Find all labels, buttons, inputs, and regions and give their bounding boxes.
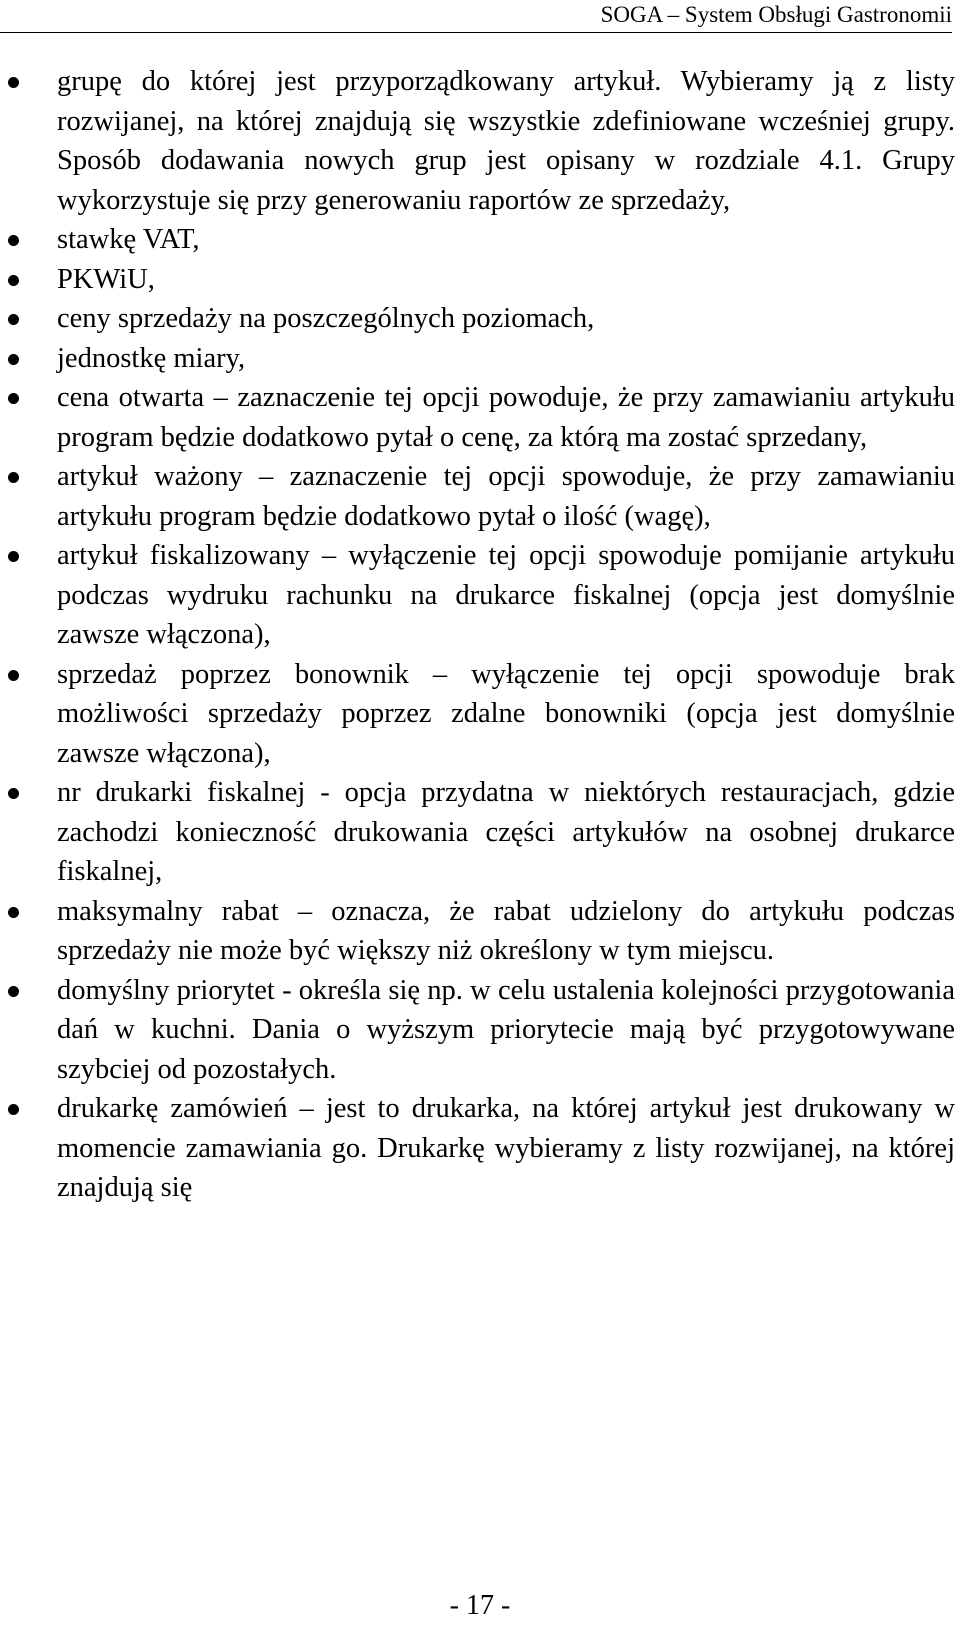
list-item-text: PKWiU, [57, 263, 155, 295]
page-header [0, 0, 952, 33]
bullet-icon [8, 77, 19, 88]
list-item-text: cena otwarta – zaznaczenie tej opcji powoduje, że przy zamawianiu artykułu program będzie dodatkowo pytał o cenę, za którą ma zostać sprzedany, [57, 382, 955, 453]
list-item-text: domyślny priorytet - określa się np. w celu ustalenia kolejności przygotowania dań w kuchni. Dania o wyższym priorytecie mają być przygotowywane szybciej od pozostałych. [57, 974, 955, 1085]
list-item [0, 1089, 955, 1208]
list-item-text: sprzedaż poprzez bonownik – wyłączenie tej opcji spowoduje brak możliwości sprzedaży poprzez zdalne bonowniki (opcja jest domyślnie zawsze włączona), [57, 658, 955, 769]
bullet-icon [8, 670, 19, 681]
list-item-text: drukarkę zamówień – jest to drukarka, na której artykuł jest drukowany w momencie zamawiania go. Drukarkę wybieramy z listy rozwijanej, na której znajdują się [57, 1093, 955, 1203]
list-item-text: maksymalny rabat – oznacza, że rabat udzielony do artykułu podczas sprzedaży nie może być większy niż określony w tym miejscu. [57, 895, 955, 966]
list-item-text: nr drukarki fiskalnej - opcja przydatna w niektórych restauracjach, gdzie zachodzi konieczność drukowania części artykułów na osobnej drukarce fiskalnej, [57, 777, 955, 887]
bullet-icon [8, 1104, 19, 1115]
bullet-icon [8, 393, 19, 404]
list-item [0, 536, 955, 655]
list-item [0, 260, 955, 300]
bullet-icon [8, 314, 19, 325]
list-item [0, 339, 955, 379]
list-item [0, 655, 955, 774]
list-item [0, 220, 955, 260]
header-title: SOGA – System Obsługi Gastronomii [600, 2, 952, 27]
list-item-text: ceny sprzedaży na poszczególnych poziomach, [57, 303, 595, 334]
bullet-list [0, 62, 955, 1208]
bullet-icon [8, 472, 19, 483]
bullet-icon [8, 354, 19, 365]
list-item-text: artykuł fiskalizowany – wyłączenie tej opcji spowoduje pomijanie artykułu podczas wydruku rachunku na drukarce fiskalnej (opcja jest domyślnie zawsze włączona), [57, 540, 955, 650]
list-item [0, 299, 955, 339]
list-item-text: stawkę VAT, [57, 224, 200, 255]
list-item-text: grupę do której jest przyporządkowany artykuł. Wybieramy ją z listy rozwijanej, na której znajdują się wszystkie zdefiniowane wcześniej grupy. Sposób dodawania nowych grup jest opisany w rozdziale 4.1. Grupy wykorzystuje się przy generowaniu raportów ze sprzedaży, [57, 66, 955, 216]
bullet-icon [8, 788, 19, 799]
document-body [0, 62, 955, 1208]
bullet-icon [8, 551, 19, 562]
bullet-icon [8, 986, 19, 997]
list-item-text: artykuł ważony – zaznaczenie tej opcji spowoduje, że przy zamawianiu artykułu program będzie dodatkowo pytał o ilość (wagę), [57, 461, 955, 532]
list-item [0, 457, 955, 536]
list-item [0, 971, 955, 1090]
list-item [0, 378, 955, 457]
bullet-icon [8, 907, 19, 918]
bullet-icon [8, 275, 19, 286]
list-item-text: jednostkę miary, [57, 342, 246, 374]
list-item [0, 773, 955, 892]
page-number: - 17 - [449, 1590, 511, 1621]
list-item [0, 62, 955, 220]
list-item [0, 892, 955, 971]
bullet-icon [8, 235, 19, 246]
